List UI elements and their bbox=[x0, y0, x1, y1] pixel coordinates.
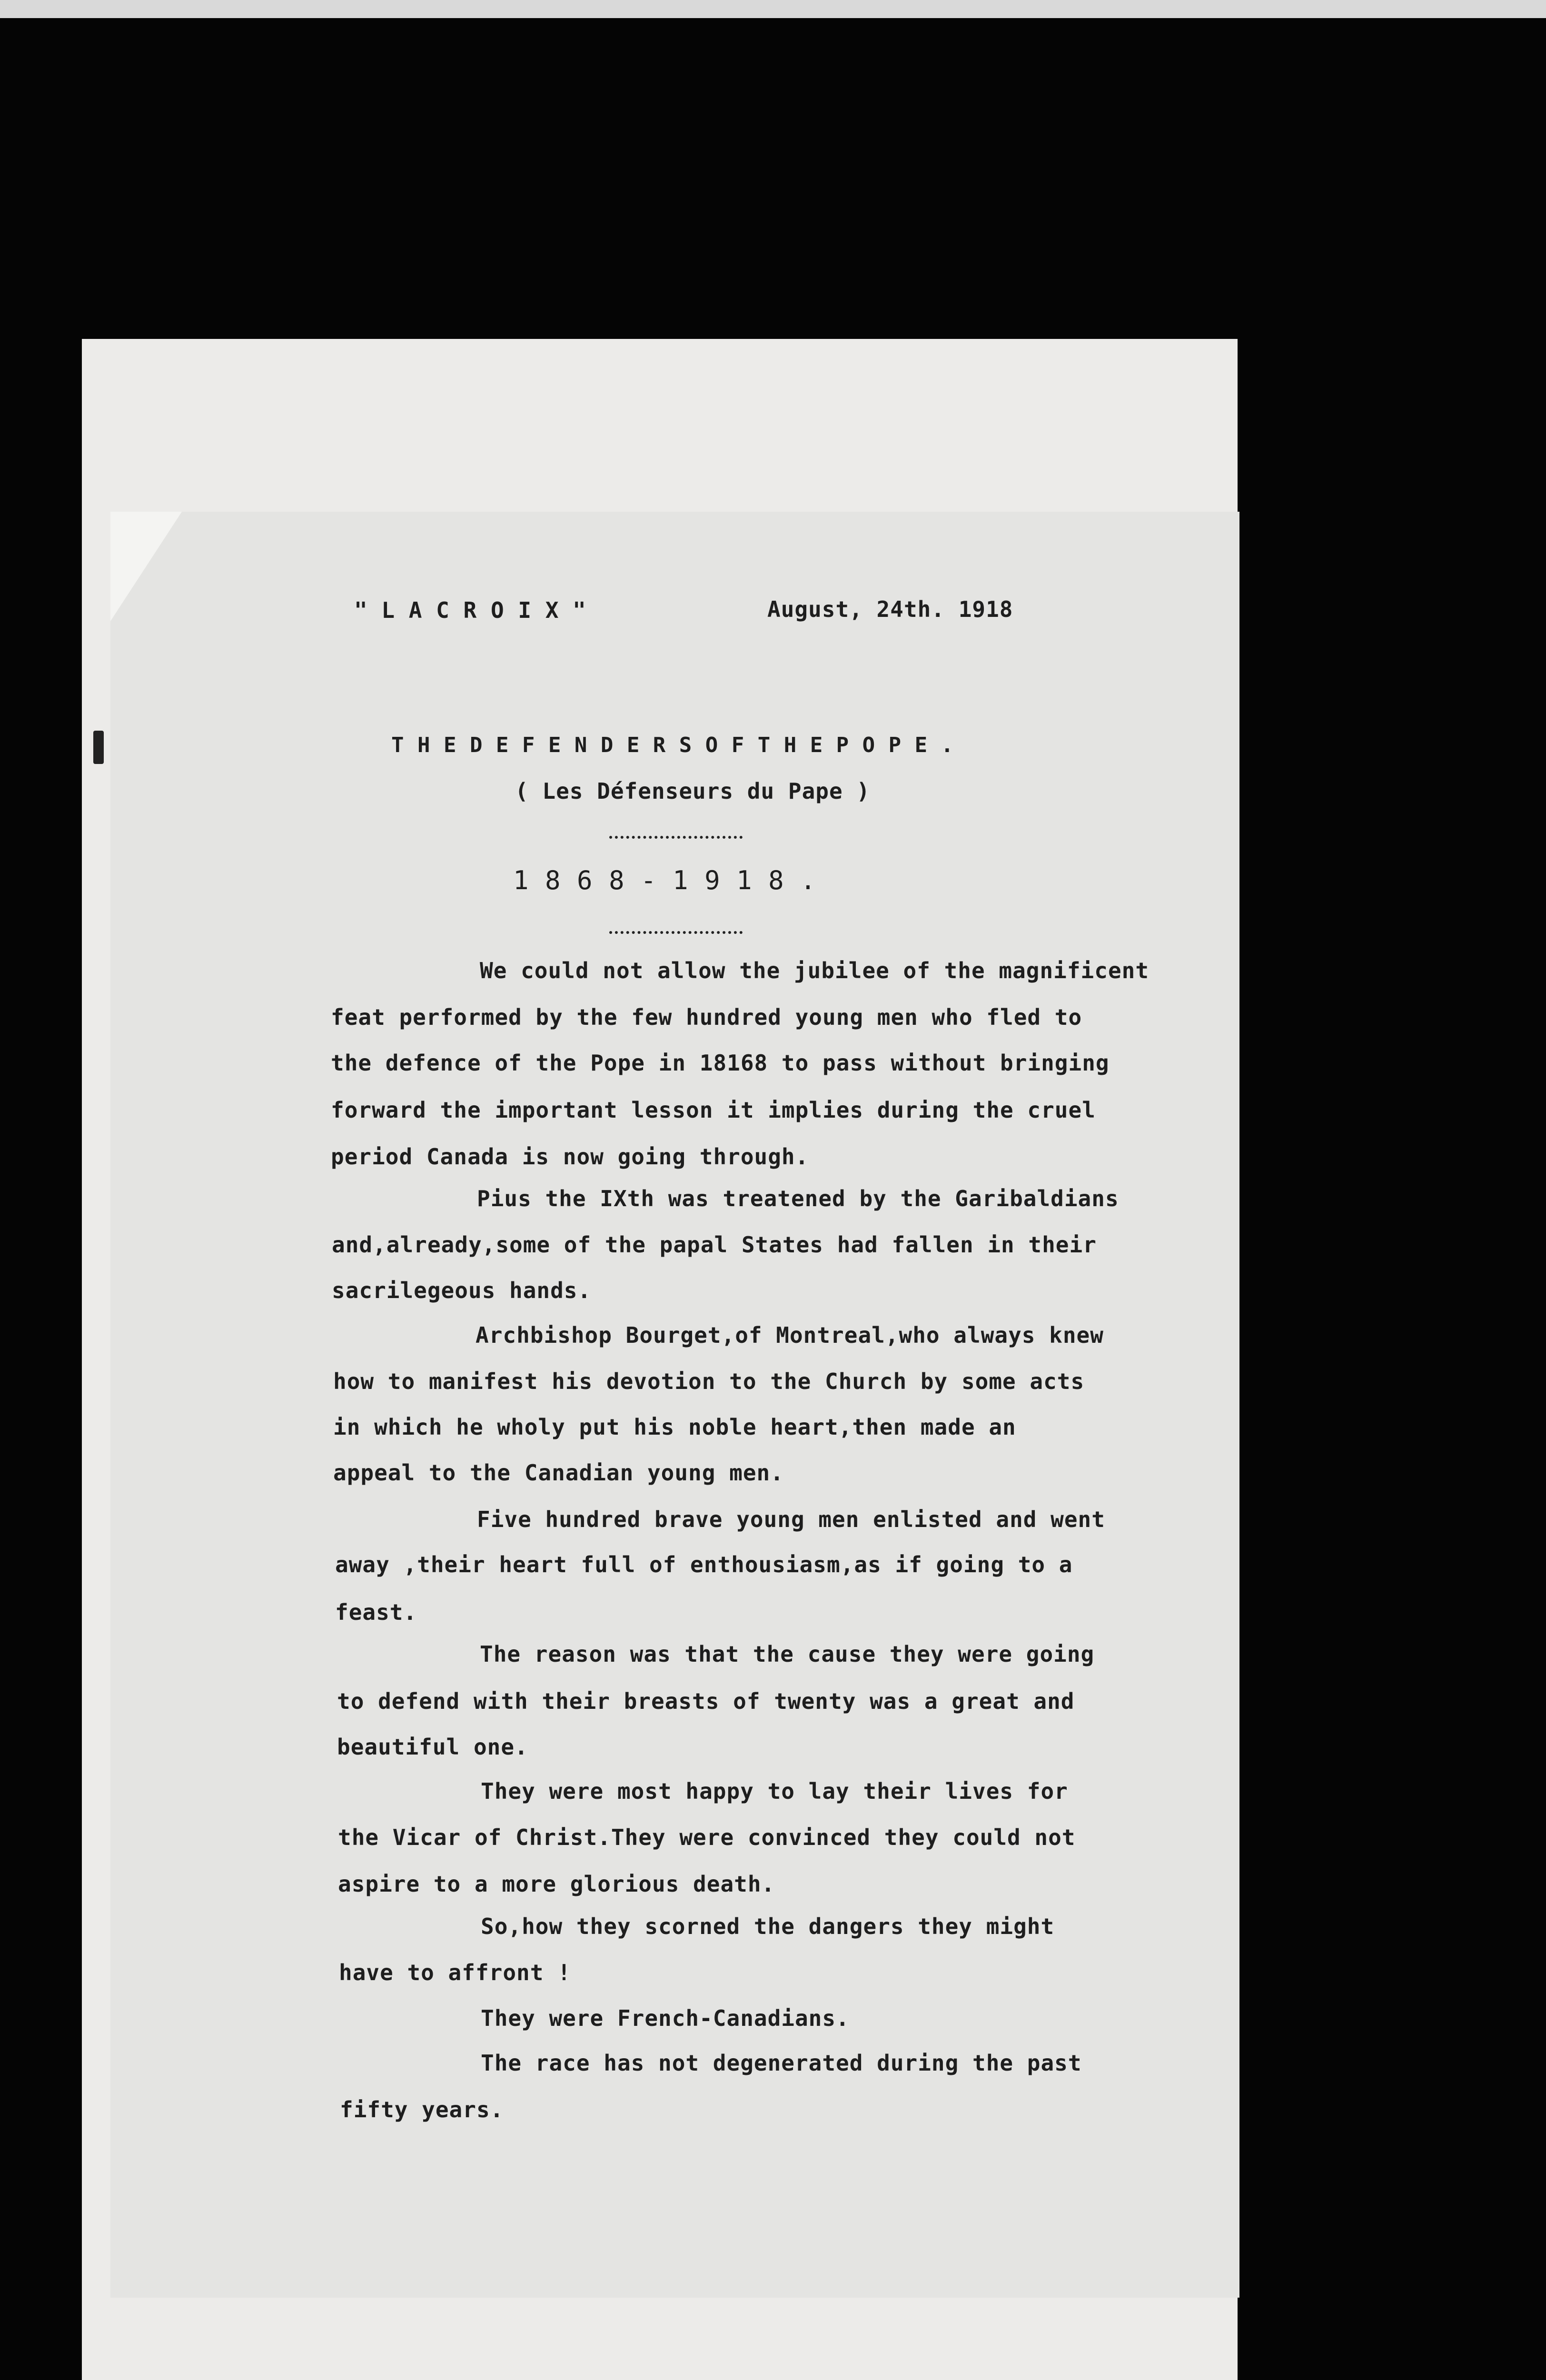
body-line: period Canada is now going through. bbox=[331, 1144, 809, 1170]
divider-top bbox=[609, 836, 743, 839]
body-line: the Vicar of Christ.They were convinced they could not bbox=[338, 1825, 1076, 1850]
document-years: 1 8 6 8 - 1 9 1 8 . bbox=[513, 865, 816, 895]
body-line: in which he wholy put his noble heart,then made an bbox=[333, 1414, 1016, 1440]
header-publication: " L A C R O I X " bbox=[354, 597, 586, 623]
body-line: the defence of the Pope in 18168 to pass without bringing bbox=[331, 1050, 1110, 1076]
body-line: We could not allow the jubilee of the magnificent bbox=[480, 958, 1150, 983]
document-page bbox=[110, 512, 1239, 2298]
body-line: to defend with their breasts of twenty was a great and bbox=[337, 1688, 1075, 1714]
body-line: They were French-Canadians. bbox=[481, 2005, 850, 2031]
body-line: sacrilegeous hands. bbox=[332, 1278, 592, 1303]
body-line: forward the important lesson it implies during the cruel bbox=[331, 1097, 1096, 1123]
body-line: Five hundred brave young men enlisted and went bbox=[477, 1507, 1105, 1532]
body-line: The race has not degenerated during the past bbox=[481, 2050, 1082, 2076]
header-date: August, 24th. 1918 bbox=[767, 596, 1013, 622]
document-subtitle: ( Les Défenseurs du Pape ) bbox=[515, 778, 871, 804]
body-line: beautiful one. bbox=[337, 1734, 528, 1760]
body-line: appeal to the Canadian young men. bbox=[333, 1460, 784, 1486]
divider-bottom bbox=[609, 931, 743, 934]
film-top-edge bbox=[0, 0, 1546, 18]
body-line: The reason was that the cause they were going bbox=[480, 1641, 1095, 1667]
body-line: So,how they scorned the dangers they might bbox=[481, 1914, 1055, 1939]
body-line: away ,their heart full of enthousiasm,as if going to a bbox=[335, 1552, 1073, 1577]
body-line: They were most happy to lay their lives for bbox=[481, 1778, 1068, 1804]
body-line: Pius the IXth was treatened by the Garibaldians bbox=[477, 1186, 1119, 1211]
body-line: feat performed by the few hundred young men who fled to bbox=[331, 1004, 1082, 1030]
folded-corner bbox=[110, 512, 182, 621]
body-line: Archbishop Bourget,of Montreal,who always knew bbox=[476, 1322, 1104, 1348]
body-line: how to manifest his devotion to the Church by some acts bbox=[333, 1368, 1085, 1394]
body-line: aspire to a more glorious death. bbox=[338, 1871, 775, 1897]
body-line: have to affront ! bbox=[339, 1960, 571, 1985]
body-line: and,already,some of the papal States had fallen in their bbox=[332, 1232, 1097, 1258]
document-title: T H E D E F E N D E R S O F T H E P O P E . bbox=[391, 733, 954, 757]
body-line: feast. bbox=[335, 1599, 417, 1625]
margin-mark bbox=[93, 731, 104, 764]
body-line: fifty years. bbox=[340, 2097, 504, 2122]
